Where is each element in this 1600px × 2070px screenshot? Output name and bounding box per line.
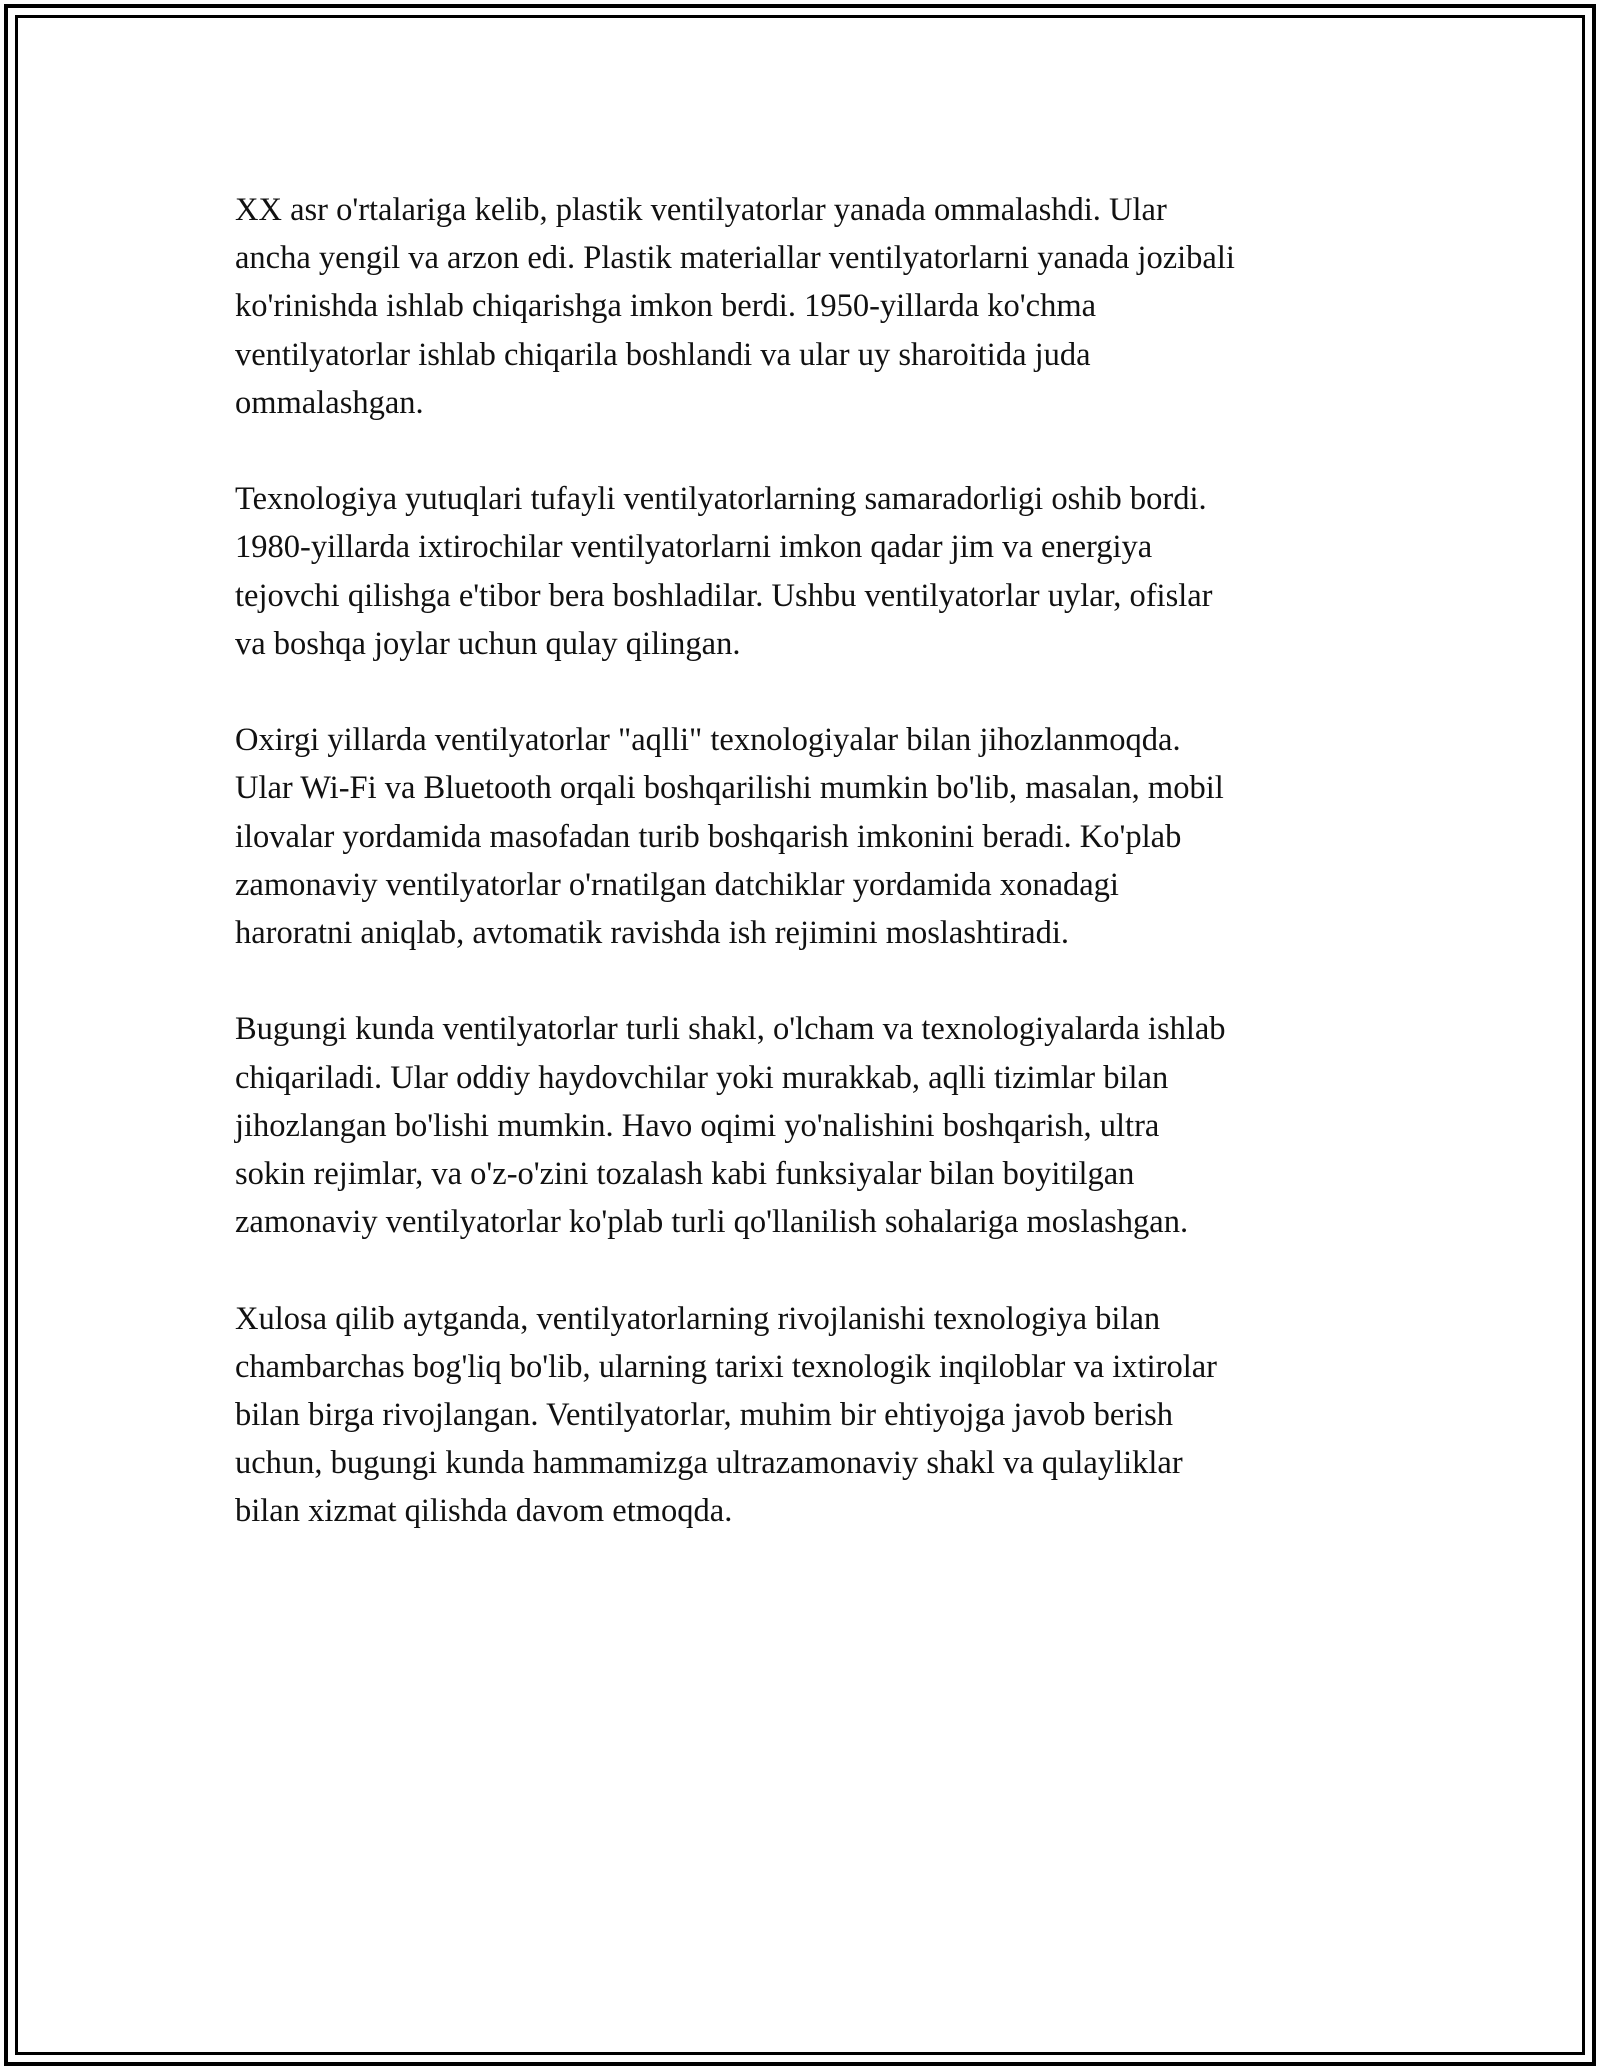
paragraph-4 (235, 1005, 1370, 1246)
text-line: Texnologiya yutuqlari tufayli ventilyatorlarning samaradorligi oshib bordi. (235, 481, 1207, 518)
text-line: ilovalar yordamida masofadan turib boshqarish imkonini beradi. Ko'plab (235, 818, 1182, 855)
text-line: tejovchi qilishga e'tibor bera boshladilar. Ushbu ventilyatorlar uylar, ofislar (235, 577, 1213, 614)
text-line: ko'rinishda ishlab chiqarishga imkon berdi. 1950-yillarda ko'chma (235, 288, 1097, 325)
text-line: Oxirgi yillarda ventilyatorlar "aqlli" texnologiyalar bilan jihozlanmoqda. (235, 722, 1181, 759)
text-line: ommalashgan. (235, 384, 424, 421)
document-body (235, 186, 1370, 1584)
text-line: XX asr o'rtalariga kelib, plastik ventilyatorlar yanada ommalashdi. Ular (235, 192, 1167, 228)
text-line: va boshqa joylar uchun qulay qilingan. (235, 625, 741, 662)
paragraph-3 (235, 716, 1370, 957)
text-line: zamonaviy ventilyatorlar ko'plab turli qo'llanilish sohalariga moslashgan. (235, 1204, 1189, 1241)
text-line: jihozlangan bo'lishi mumkin. Havo oqimi yo'nalishini boshqarish, ultra (235, 1107, 1160, 1144)
paragraph-5 (235, 1295, 1370, 1536)
text-line: uchun, bugungi kunda hammamizga ultrazamonaviy shakl va qulayliklar (235, 1445, 1183, 1482)
text-line: bilan xizmat qilishda davom etmoqda. (235, 1493, 733, 1530)
text-line: chiqariladi. Ular oddiy haydovchilar yoki murakkab, aqlli tizimlar bilan (235, 1059, 1169, 1096)
text-line: sokin rejimlar, va o'z-o'zini tozalash kabi funksiyalar bilan boyitilgan (235, 1156, 1135, 1193)
text-line: 1980-yillarda ixtirochilar ventilyatorlarni imkon qadar jim va energiya (235, 529, 1153, 566)
text-line: Ular Wi-Fi va Bluetooth orqali boshqarilishi mumkin bo'lib, masalan, mobil (235, 770, 1224, 807)
text-line: Bugungi kunda ventilyatorlar turli shakl, o'lcham va texnologiyalarda ishlab (235, 1011, 1226, 1048)
text-line: ventilyatorlar ishlab chiqarila boshlandi va ular uy sharoitida juda (235, 336, 1091, 373)
text-line: Xulosa qilib aytganda, ventilyatorlarning rivojlanishi texnologiya bilan (235, 1300, 1161, 1337)
text-line: zamonaviy ventilyatorlar o'rnatilgan datchiklar yordamida xonadagi (235, 866, 1119, 903)
text-line: bilan birga rivojlangan. Ventilyatorlar, muhim bir ehtiyojga javob berish (235, 1397, 1173, 1434)
text-line: haroratni aniqlab, avtomatik ravishda ish rejimini moslashtiradi. (235, 915, 1069, 952)
paragraph-2 (235, 475, 1370, 668)
text-line: ancha yengil va arzon edi. Plastik materiallar ventilyatorlarni yanada jozibali (235, 240, 1235, 277)
paragraph-1 (235, 186, 1370, 427)
text-line: chambarchas bog'liq bo'lib, ularning tarixi texnologik inqiloblar va ixtirolar (235, 1348, 1217, 1385)
